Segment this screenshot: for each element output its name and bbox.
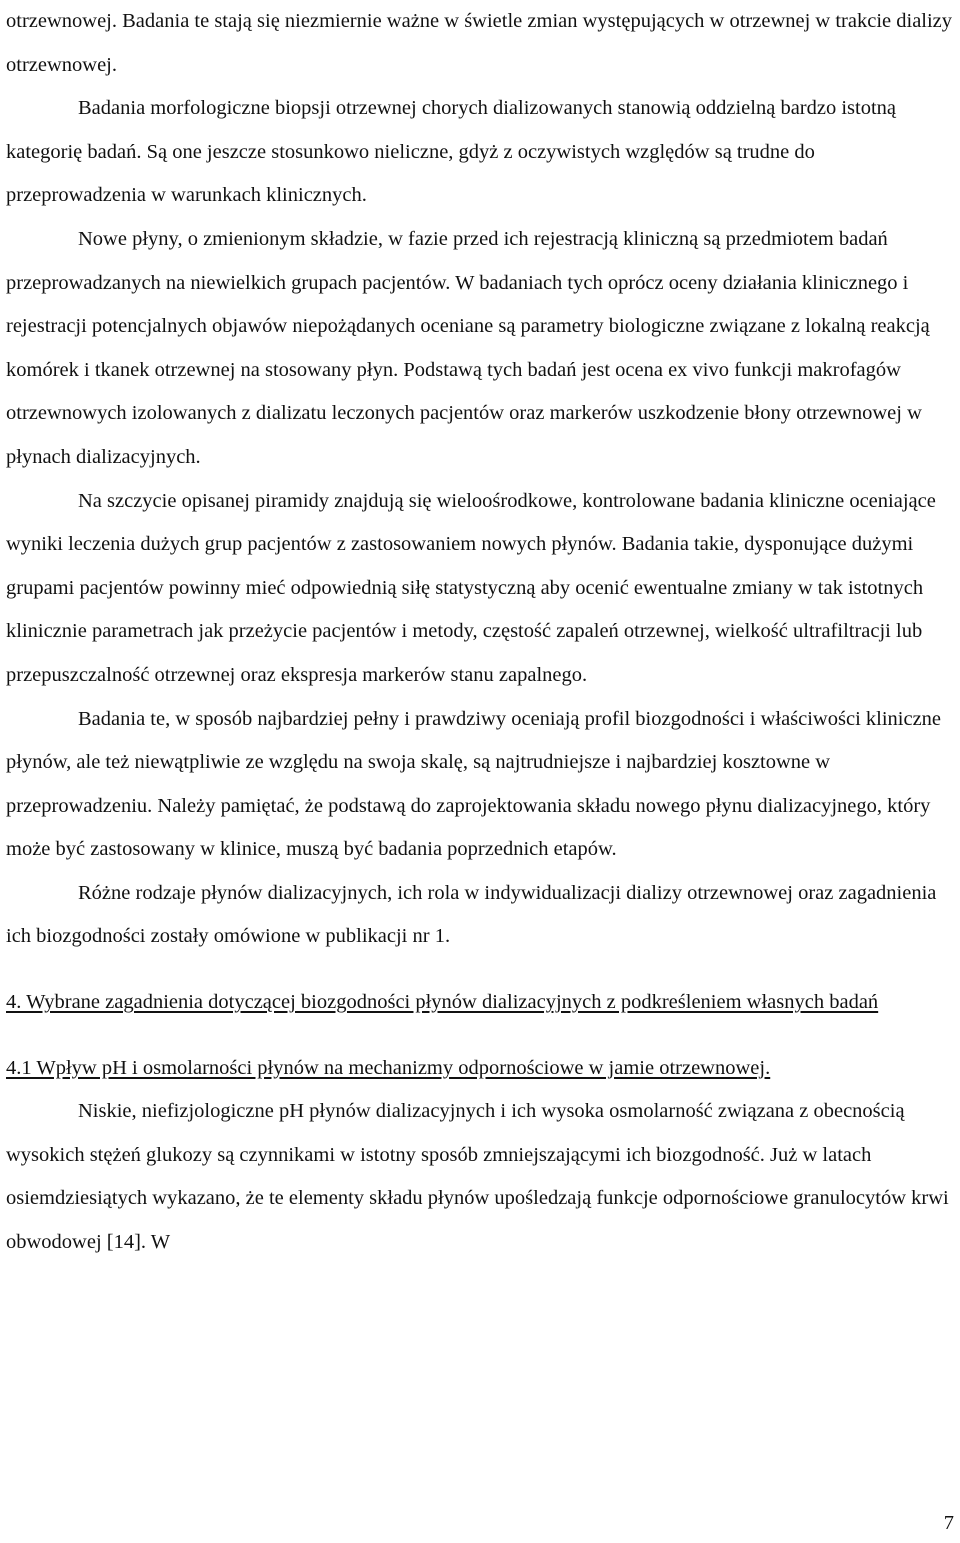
page-number: 7 [943, 1512, 954, 1534]
paragraph-morphology: Badania morfologiczne biopsji otrzewnej chorych dializowanych stanowią oddzielną bardzo istotną kategorię badań. Są one jeszcze stosunkowo nieliczne, gdyż z oczywistych względów są trudne do przeprowadzenia w warunkach klinicznych. [6, 97, 897, 207]
spacer [6, 1025, 958, 1047]
section-heading-4-1: 4.1 Wpływ pH i osmolarności płynów na mechanizmy odpornościowe w jamie otrzewnowej. [6, 1056, 771, 1079]
document-page [6, 0, 958, 1265]
spacer [6, 959, 958, 981]
paragraph-continuation: otrzewnowej. Badania te stają się niezmiernie ważne w świetle zmian występujących w otrzewnej w trakcie dializy otrzewnowej. [6, 10, 953, 76]
paragraph-new-fluids: Nowe płyny, o zmienionym składzie, w fazie przed ich rejestracją kliniczną są przedmiotem badań przeprowadzanych na niewielkich grupach pacjentów. W badaniach tych oprócz oceny działania klinicznego i rejestracji potencjalnych objawów niepożądanych oceniane są parametry biologiczne związane z lokalną reakcją komórek i tkanek otrzewnej na stosowany płyn. Podstawą tych badań jest ocena ex vivo funkcji makrofagów otrzewnowych izolowanych z dializatu leczonych pacjentów oraz markerów uszkodzenie błony otrzewnowej w płynach dializacyjnych. [6, 227, 930, 468]
paragraph-publication: Różne rodzaje płynów dializacyjnych, ich rola w indywidualizacji dializy otrzewnowej oraz zagadnienia ich biozgodności zostały omówione w publikacji nr 1. [6, 881, 937, 948]
paragraph-clinical-studies: Badania te, w sposób najbardziej pełny i prawdziwy oceniają profil biozgodności i właściwości kliniczne płynów, ale też niewątpliwie ze względu na swoja skalę, są najtrudniejsze i najbardziej kosztowne w przeprowadzeniu. Należy pamiętać, że podstawą do zaprojektowania składu nowego płynu dializacyjnego, który może być zastosowany w klinice, muszą być badania poprzednich etapów. [6, 707, 942, 861]
paragraph-pyramid-top: Na szczycie opisanej piramidy znajdują się wieloośrodkowe, kontrolowane badania kliniczne oceniające wyniki leczenia dużych grup pacjentów z zastosowaniem nowych płynów. Badania takie, dysponujące dużymi grupami pacjentów powinny mieć odpowiednią siłę statystyczną aby ocenić ewentualne zmiany w tak istotnych klinicznie parametrach jak przeżycie pacjentów i metody, częstość zapaleń otrzewnej, wielkość ultrafiltracji lub przepuszczalność otrzewnej oraz ekspresja markerów stanu zapalnego. [6, 489, 936, 686]
section-heading-4: 4. Wybrane zagadnienia dotyczącej biozgodności płynów dializacyjnych z podkreśleniem własnych badań [6, 991, 879, 1014]
paragraph-ph-osmolarity: Niskie, niefizjologiczne pH płynów dializacyjnych i ich wysoka osmolarność związana z obecnością wysokich stężeń glukozy są czynnikami w istotny sposób zmniejszającymi ich biozgodność. Już w latach osiemdziesiątych wykazano, że te elementy składu płynów upośledzają funkcje odpornościowe granulocytów krwi obwodowej [14]. W [6, 1100, 949, 1254]
